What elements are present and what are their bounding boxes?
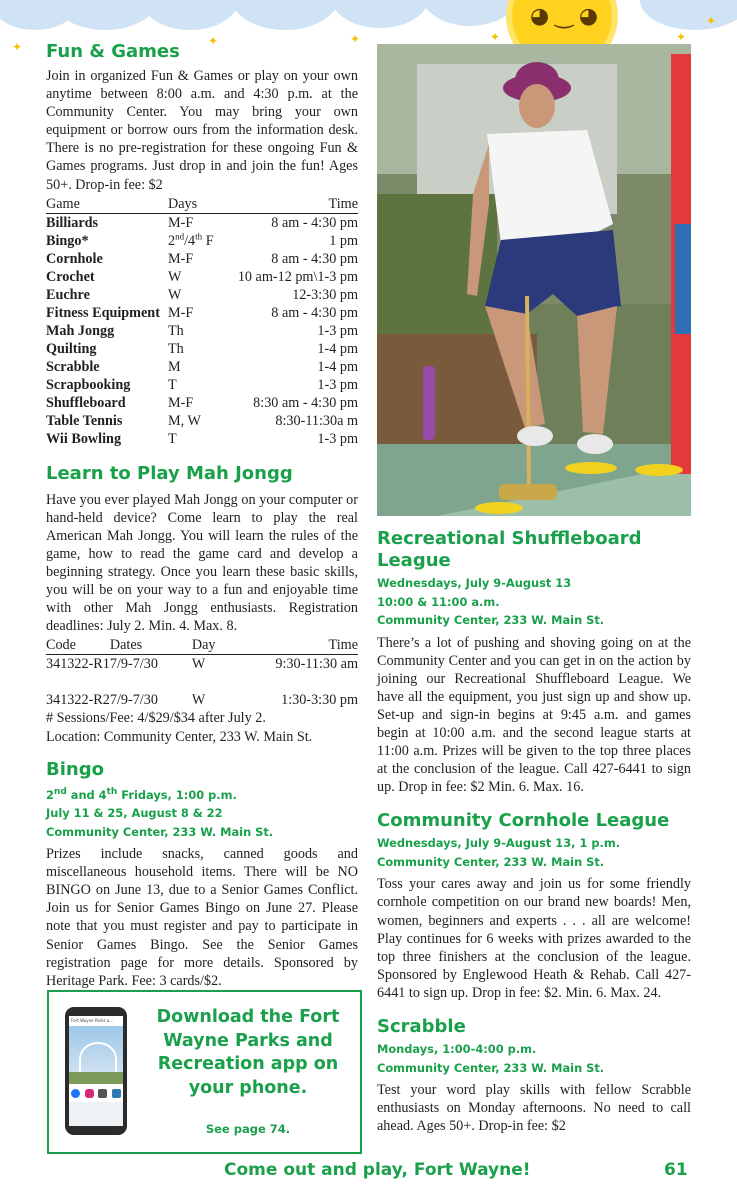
table-row	[46, 394, 358, 412]
row-days: M-F	[168, 304, 194, 321]
mah-jongg-sections-table	[46, 636, 358, 709]
table-row	[46, 304, 358, 322]
page-number: 61	[664, 1160, 688, 1180]
header-sky-decoration: ✦ ✦ ✦ ✦ ✦ ✦	[0, 0, 737, 56]
app-download-promo[interactable]	[47, 990, 362, 1154]
row-game: Scrabble	[46, 358, 100, 375]
row-game: Billiards	[46, 214, 99, 231]
table-row	[46, 412, 358, 430]
table-header-row	[46, 636, 358, 655]
row-game: Cornhole	[46, 250, 103, 267]
row-time: 1 pm	[329, 232, 358, 249]
row-day: W	[191, 692, 206, 709]
row-code: 341322-R1	[46, 656, 110, 673]
table-header-row	[46, 195, 358, 214]
col-header-days: Days	[168, 195, 220, 214]
row-days: W	[168, 286, 182, 303]
row-days: Th	[168, 322, 184, 339]
promo-title: Download the Fort Wayne Parks and Recreation app on your phone.	[156, 1007, 340, 1098]
shuffleboard-location: Community Center, 233 W. Main St.	[377, 613, 605, 627]
row-game: Quilting	[46, 340, 97, 357]
bingo-schedule-days: 2nd and 4th Fridays, 1:00 p.m.	[46, 786, 237, 802]
row-time: 1-4 pm	[317, 340, 358, 357]
col-header-game: Game	[46, 195, 168, 214]
row-days: 2nd/4th F	[168, 230, 214, 249]
sun-face-icon: ◕‿◕	[530, 4, 605, 29]
mah-jongg-title: Learn to Play Mah Jongg	[46, 462, 293, 484]
row-game: Bingo*	[46, 232, 89, 249]
row-time: 12-3:30 pm	[292, 286, 358, 303]
row-time: 9:30-11:30 am	[275, 656, 358, 673]
shuffleboard-title: Recreational Shuffleboard League	[377, 528, 642, 571]
shuffleboard-photo	[377, 44, 691, 516]
row-days: W	[168, 268, 182, 285]
row-days: T	[168, 430, 177, 447]
row-time: 10 am-12 pm\1-3 pm	[237, 268, 358, 285]
row-time: 1-3 pm	[317, 376, 358, 393]
scrabble-location: Community Center, 233 W. Main St.	[377, 1060, 605, 1075]
scrabble-body: Test your word play skills with fellow Scrabble enthusiasts on Monday afternoons. No need to call ahead. Ages 50+. Drop-in fee: $2	[377, 1082, 691, 1135]
col-header-time: Time	[244, 636, 358, 655]
row-time: 1:30-3:30 pm	[281, 692, 358, 709]
table-row	[46, 268, 358, 286]
col-header-dates: Dates	[110, 636, 192, 655]
shuffleboard-dates: Wednesdays, July 9-August 13	[377, 576, 572, 590]
table-row	[46, 340, 358, 358]
table-row	[46, 213, 358, 232]
bingo-dates: July 11 & 25, August 8 & 22	[46, 806, 223, 821]
table-row	[46, 232, 358, 250]
app-icon	[112, 1089, 121, 1098]
table-row	[46, 655, 358, 674]
left-column	[46, 41, 358, 990]
promo-see-page[interactable]: See page 74.	[205, 1122, 291, 1136]
table-row	[46, 691, 358, 709]
row-time: 8:30 am - 4:30 pm	[253, 394, 358, 411]
table-row	[46, 286, 358, 304]
row-time: 1-4 pm	[317, 358, 358, 375]
row-days: M	[168, 358, 181, 375]
phone-app-label: Fort Wayne Parks a...	[69, 1016, 123, 1026]
scrabble-title: Scrabble	[377, 1016, 466, 1037]
row-dates: 7/9-7/30	[109, 692, 158, 709]
app-icon	[98, 1089, 107, 1098]
shuffleboard-times: 10:00 & 11:00 a.m.	[377, 594, 500, 609]
bingo-body: Prizes include snacks, canned goods and miscellaneous household items. There will be NO BINGO on June 13, due to a Senior Games Conflict. Join us for Senior Games Bingo on June 27. Please note that you must register and pay to participate in Senior Games Bingo. See the Senior Games registration page for more details. Sponsored by Heritage Park. Fee: 3 cards/$2.	[46, 846, 358, 989]
row-game: Shuffleboard	[46, 394, 126, 411]
cornhole-body: Toss your cares away and join us for some friendly cornhole competition on our brand new boards! Men, women, beginners and experts . . . all are welcome! Play continues for 6 weeks with prizes awarded to the top three finishers at the conclusion of the league. Sponsored by Englewood Heath & Rehab. Call 427-6441 to sign up. Drop in fee: $2. Min. 6. Max. 24.	[377, 876, 691, 1001]
row-day: W	[191, 656, 206, 673]
cornhole-dates: Wednesdays, July 9-August 13, 1 p.m.	[377, 836, 621, 851]
table-row	[46, 430, 358, 448]
row-time: 8 am - 4:30 pm	[271, 214, 358, 231]
table-row	[46, 376, 358, 394]
fun-games-intro: Join in organized Fun & Games or play on your own anytime between 8:00 a.m. and 4:30 p.m. at the Community Center. You may bring your own equipment or borrow ours from the information desk. There is no pre-registration for these ongoing Fun & Games programs. Just drop in and join the fun! Ages 50+. Drop-in fee: $2	[46, 68, 358, 193]
shuffleboard-body: There’s a lot of pushing and shoving going on at the Community Center and you can get in on the action by joining our Recreational Shuffleboard League. We have all the equipment, you just sign up and show up. Set-up and sign-in begins at 9:45 a.m. and games begin at 10:00 a.m. and the second league starts at 11:00 a.m. Prizes will be given to the top three places at the conclusion of the league. Call 427-6441 to sign up. Drop in fee: $2 Min. 6. Max. 16.	[377, 634, 691, 796]
row-time: 1-3 pm	[317, 322, 358, 339]
row-game: Fitness Equipment	[46, 304, 160, 321]
col-header-code: Code	[46, 636, 110, 655]
row-code: 341322-R2	[46, 692, 110, 709]
row-game: Wii Bowling	[46, 430, 122, 447]
table-row	[46, 250, 358, 268]
cornhole-title: Community Cornhole League	[377, 810, 670, 832]
cornhole-location: Community Center, 233 W. Main St.	[377, 854, 605, 869]
fun-games-title: Fun & Games	[46, 41, 180, 62]
row-time: 8 am - 4:30 pm	[271, 250, 358, 267]
row-game: Table Tennis	[46, 412, 123, 429]
row-dates: 7/9-7/30	[109, 656, 158, 673]
row-days: T	[168, 376, 177, 393]
footer-tagline: Come out and play, Fort Wayne!	[224, 1160, 531, 1180]
row-game: Scrapbooking	[46, 376, 131, 393]
row-days: Th	[168, 340, 184, 357]
table-row	[46, 358, 358, 376]
row-time: 8:30-11:30a m	[275, 412, 358, 429]
row-days: M-F	[168, 214, 194, 231]
bingo-title: Bingo	[46, 758, 104, 780]
row-game: Crochet	[46, 268, 95, 285]
shuffleboard-player-illustration	[377, 44, 691, 516]
facebook-icon	[71, 1089, 80, 1098]
bingo-location: Community Center, 233 W. Main St.	[46, 824, 274, 839]
row-game: Mah Jongg	[46, 322, 115, 339]
mah-jongg-sessions: # Sessions/Fee: 4/$29/$34 after July 2.	[46, 710, 266, 727]
scrabble-schedule: Mondays, 1:00-4:00 p.m.	[377, 1042, 537, 1056]
row-game: Euchre	[46, 286, 90, 303]
right-column	[377, 528, 691, 1135]
row-days: M-F	[168, 394, 194, 411]
row-days: M, W	[168, 412, 201, 429]
phone-illustration	[65, 1007, 127, 1135]
col-header-time: Time	[220, 195, 358, 214]
table-row	[46, 322, 358, 340]
instagram-icon	[85, 1089, 94, 1098]
mah-jongg-body: Have you ever played Mah Jongg on your computer or hand-held device? Come learn to play the real American Mah Jongg. You will learn the rules of the game, how to read the game card and develop a beginning strategy. Once you learn these basic skills, you will be on your way to a fun and enjoyable time with other Mah Jongg enthusiasts. Registration deadlines: July 2. Min. 4. Max. 8.	[46, 491, 358, 635]
mah-jongg-location: Location: Community Center, 233 W. Main St.	[46, 728, 313, 745]
fun-games-schedule-table	[46, 195, 358, 448]
row-time: 8 am - 4:30 pm	[271, 304, 358, 321]
row-time: 1-3 pm	[317, 430, 358, 447]
row-days: M-F	[168, 250, 194, 267]
col-header-day: Day	[192, 636, 244, 655]
